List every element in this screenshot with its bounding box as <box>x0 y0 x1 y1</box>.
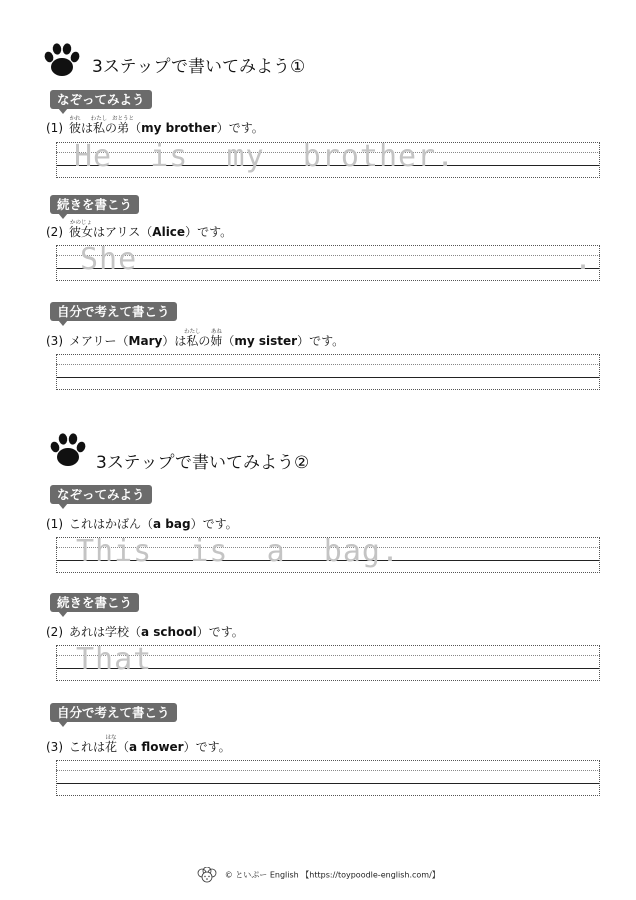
furigana-reading: かのじょ <box>69 220 93 226</box>
prompt-number: (3) <box>46 740 63 754</box>
prompt-text: （ <box>117 740 130 754</box>
trace-text: He is my brother. <box>74 139 456 174</box>
prompt-text: これはかばん（ <box>69 517 154 531</box>
english-hint: my sister <box>234 334 298 348</box>
furigana-word: 私 わたし <box>186 334 198 348</box>
prompt-number: (2) <box>46 225 63 239</box>
prompt-text: メアリー（ <box>69 334 129 348</box>
step-tag-continue: 続きを書こう <box>50 593 139 612</box>
footer <box>0 867 636 883</box>
furigana-reading: あね <box>210 329 222 335</box>
prompt-number: (2) <box>46 625 63 639</box>
writing-box-1[interactable] <box>56 534 600 573</box>
furigana-reading: おとうと <box>112 116 135 122</box>
prompt-text: （ <box>129 121 142 135</box>
trace-period: . <box>574 242 594 277</box>
prompt-text: ）です。 <box>297 334 345 348</box>
prompt-text: の <box>198 334 211 348</box>
trace-text: This is a bag. <box>76 534 401 569</box>
trace-text: She <box>80 242 138 277</box>
prompt-1 <box>46 517 238 531</box>
writing-box-1[interactable] <box>56 139 600 178</box>
section-title: 3ステップで書いてみよう① <box>92 57 306 77</box>
furigana-word: 弟 おとうと <box>117 121 129 135</box>
furigana-reading: わたし <box>90 116 108 122</box>
english-hint: a school <box>141 625 197 639</box>
paw-icon <box>46 432 90 468</box>
prompt-number: (1) <box>46 517 63 531</box>
step-tag-trace: なぞってみよう <box>50 90 152 109</box>
english-hint: a bag <box>153 517 191 531</box>
prompt-3 <box>46 329 345 348</box>
paw-icon <box>40 42 84 78</box>
prompt-text: あれは学校（ <box>69 625 142 639</box>
prompt-number: (1) <box>46 121 63 135</box>
prompt-text: の <box>105 121 118 135</box>
writing-box-2[interactable] <box>56 642 600 681</box>
prompt-text: これは <box>69 740 106 754</box>
writing-box-2[interactable] <box>56 242 600 281</box>
prompt-text: ）です。 <box>216 121 264 135</box>
furigana-word: 私 わたし <box>93 121 105 135</box>
step-tag-own: 自分で考えて書こう <box>50 302 177 321</box>
furigana-reading: はな <box>105 735 117 741</box>
prompt-number: (3) <box>46 334 63 348</box>
writing-box-3[interactable] <box>56 760 600 796</box>
prompt-text: は <box>81 121 94 135</box>
prompt-text: ）です。 <box>196 625 244 639</box>
step-tag-own: 自分で考えて書こう <box>50 703 177 722</box>
prompt-2 <box>46 625 244 639</box>
footer-copyright: © といぷー English 【https://toypoodle-english.com/】 <box>224 870 440 880</box>
prompt-text: はアリス（ <box>93 225 153 239</box>
prompt-text: （ <box>222 334 235 348</box>
english-hint: a flower <box>129 740 184 754</box>
furigana-word: 彼女 かのじょ <box>69 225 93 239</box>
trace-text: That <box>76 642 153 677</box>
prompt-1 <box>46 116 264 135</box>
step-tag-trace: なぞってみよう <box>50 485 152 504</box>
furigana-word: 花 はな <box>105 740 117 754</box>
writing-box-3[interactable] <box>56 354 600 390</box>
english-hint: Mary <box>128 334 163 348</box>
furigana-word: 姉 あね <box>210 334 222 348</box>
furigana-reading: かれ <box>69 116 81 122</box>
section-title: 3ステップで書いてみよう② <box>96 453 310 473</box>
prompt-2 <box>46 220 233 239</box>
english-hint: Alice <box>152 225 186 239</box>
prompt-text: ）です。 <box>190 517 238 531</box>
prompt-text: ）は <box>162 334 187 348</box>
furigana-reading: わたし <box>184 329 201 335</box>
furigana-word: 彼 かれ <box>69 121 81 135</box>
english-hint: my brother <box>141 121 217 135</box>
prompt-text: ）です。 <box>185 225 233 239</box>
poodle-logo-icon <box>196 867 218 883</box>
step-tag-continue: 続きを書こう <box>50 195 139 214</box>
prompt-3 <box>46 735 231 754</box>
prompt-text: ）です。 <box>183 740 231 754</box>
